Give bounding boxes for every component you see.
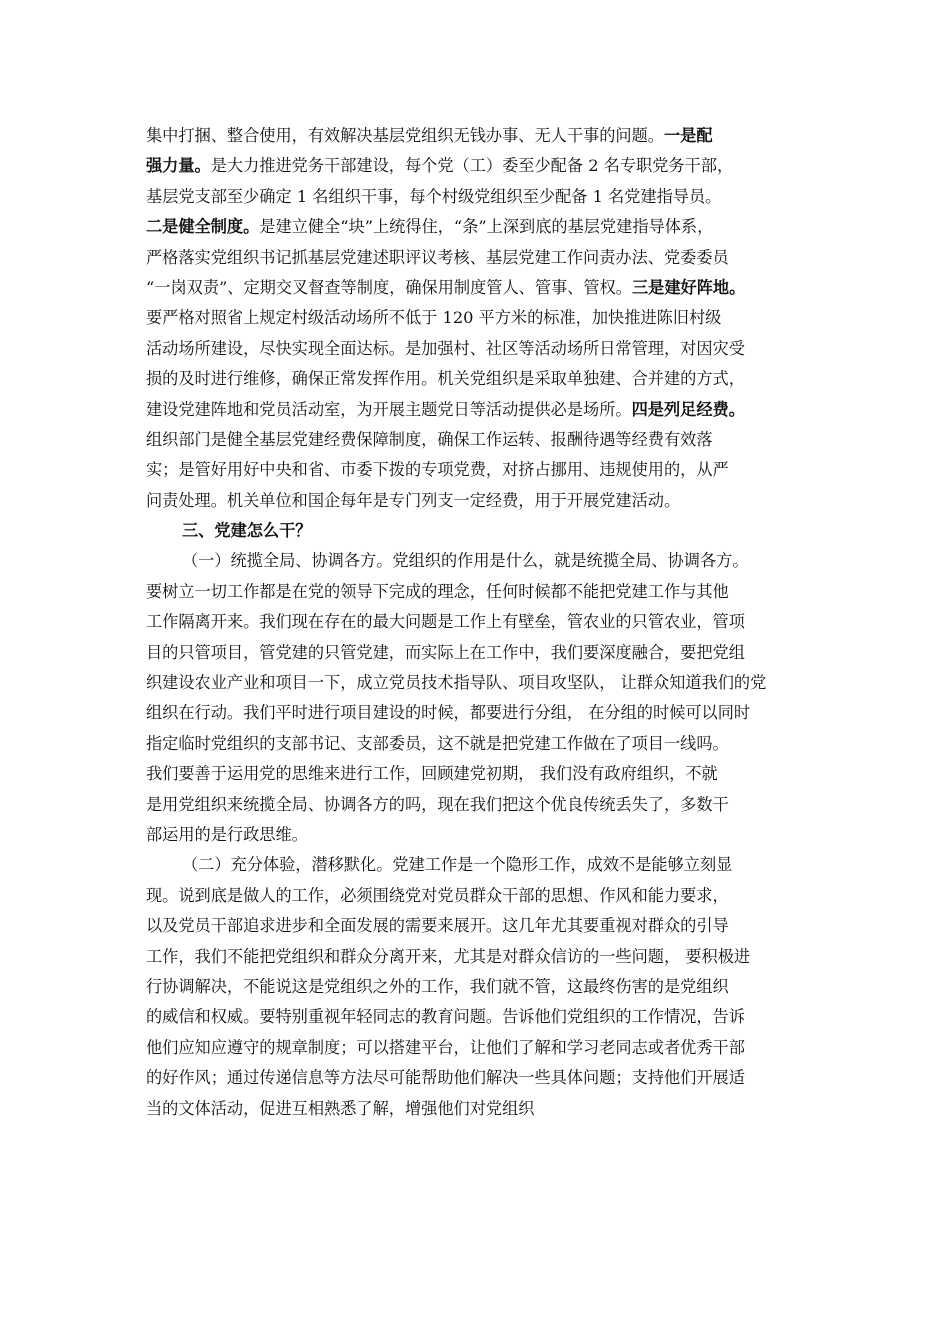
text-line: 是用党组织来统揽全局、协调各方的吗，现在我们把这个优良传统丢失了，多数干 <box>146 794 729 814</box>
text-span: “一岗双责”、定期交叉督查等制度，确保用制度管人、管事、管权。 <box>146 277 632 297</box>
text-line: 要树立一切工作都是在党的领导下完成的理念，任何时候都不能把党建工作与其他 <box>146 581 729 601</box>
text-line <box>146 273 838 303</box>
text-line <box>146 395 838 425</box>
bold-span: 四是列足经费。 <box>631 399 745 419</box>
text-line <box>146 486 838 516</box>
document-body <box>146 121 838 1124</box>
text-span: 建设党建阵地和党员活动室，为开展主题党日等活动提供必是场所。 <box>146 399 632 419</box>
bold-span: 三是建好阵地。 <box>632 277 746 297</box>
text-line <box>146 151 838 181</box>
text-line <box>146 182 838 212</box>
bold-span: 强力量。 <box>146 156 211 176</box>
text-line: 他们应知应遵守的规章制度；可以搭建平台，让他们了解和学习老同志或者优秀干部 <box>146 1037 745 1057</box>
text-line: 当的文体活动，促进互相熟悉了解，增强他们对党组织 <box>146 1098 535 1118</box>
text-line: 部运用的是行政思维。 <box>146 824 308 844</box>
text-line: 工作隔离开来。我们现在存在的最大问题是工作上有壁垒，管农业的只管农业，管项 <box>146 612 745 632</box>
text-span: 问责处理。机关单位和国企每年是专门列支一定经费，用于开展党建活动。 <box>146 490 681 510</box>
text-line: 我们要善于运用党的思维来进行工作，回顾建党初期， 我们没有政府组织，不就 <box>146 764 718 784</box>
text-span: 要严格对照省上规定村级活动场所不低于 120 平方米的标准，加快推进陈旧村级 <box>146 308 722 328</box>
text-line: 织建设农业产业和项目一下，成立党员技术指导队、项目攻坚队， 让群众知道我们的党 <box>146 673 767 693</box>
text-line: 指定临时党组织的支部书记、支部委员，这不就是把党建工作做在了项目一线吗。 <box>146 733 729 753</box>
text-line <box>146 425 838 455</box>
text-span: 组织部门是健全基层党建经费保障制度，确保工作运转、报酬待遇等经费有效落 <box>146 429 713 449</box>
text-line: 组织在行动。我们平时进行项目建设的时候，都要进行分组， 在分组的时候可以同时 <box>146 703 751 723</box>
text-span: 实；是管好用好中央和省、市委下拨的专项党费，对挤占挪用、违规使用的，从严 <box>146 460 729 480</box>
text-line <box>146 364 838 394</box>
paragraph-intro <box>146 121 838 516</box>
text-line: 目的只管项目，管党建的只管党建，而实际上在工作中，我们要深度融合，要把党组 <box>146 642 745 662</box>
text-line: （二）充分体验，潜移默化。党建工作是一个隐形工作，成效不是能够立刻显 <box>182 855 733 875</box>
text-line: 工作，我们不能把党组织和群众分离开来，尤其是对群众信访的一些问题， 要积极进 <box>146 946 751 966</box>
text-line: 的威信和权威。要特别重视年轻同志的教育问题。告诉他们党组织的工作情况，告诉 <box>146 1007 745 1027</box>
text-line <box>146 334 838 364</box>
text-line <box>146 212 838 242</box>
text-span: 活动场所建设，尽快实现全面达标。是加强村、社区等活动场所日常管理，对因灾受 <box>146 338 745 358</box>
text-line <box>146 303 838 333</box>
text-line: 以及党员干部追求进步和全面发展的需要来展开。这几年尤其要重视对群众的引导 <box>146 916 729 936</box>
text-line <box>146 455 838 485</box>
text-line: 的好作风；通过传递信息等方法尽可能帮助他们解决一些具体问题；支持他们开展适 <box>146 1068 745 1088</box>
text-span: 基层党支部至少确定 1 名组织干事，每个村级党组织至少配备 1 名党建指导员。 <box>146 186 722 206</box>
paragraph-section-2 <box>146 850 838 1124</box>
text-span: 是建立健全“块”上统得住，“条”上深到底的基层党建指导体系， <box>259 217 714 237</box>
bold-span: 二是健全制度。 <box>146 217 260 237</box>
text-span: 严格落实党组织书记抓基层党建述职评议考核、基层党建工作问责办法、党委委员 <box>146 247 729 267</box>
text-span: 集中打捆、整合使用，有效解决基层党组织无钱办事、无人干事的问题。 <box>146 126 664 145</box>
section-heading: 三、党建怎么干？ <box>182 521 312 541</box>
text-line <box>146 121 838 151</box>
text-span: 是大力推进党务干部建设，每个党（工）委至少配备 2 名专职党务干部， <box>210 156 734 176</box>
text-line <box>146 243 838 273</box>
text-line: 现。说到底是做人的工作，必须围绕党对党员群众干部的思想、作风和能力要求， <box>146 885 729 905</box>
text-line: （一）统揽全局、协调各方。党组织的作用是什么，就是统揽全局、协调各方。 <box>182 551 749 571</box>
text-line: 行协调解决，不能说这是党组织之外的工作，我们就不管，这最终伤害的是党组织 <box>146 976 729 996</box>
bold-span: 一是配 <box>664 126 713 145</box>
paragraph-section-1 <box>146 546 838 850</box>
text-span: 损的及时进行维修，确保正常发挥作用。机关党组织是采取单独建、合并建的方式， <box>146 369 745 389</box>
